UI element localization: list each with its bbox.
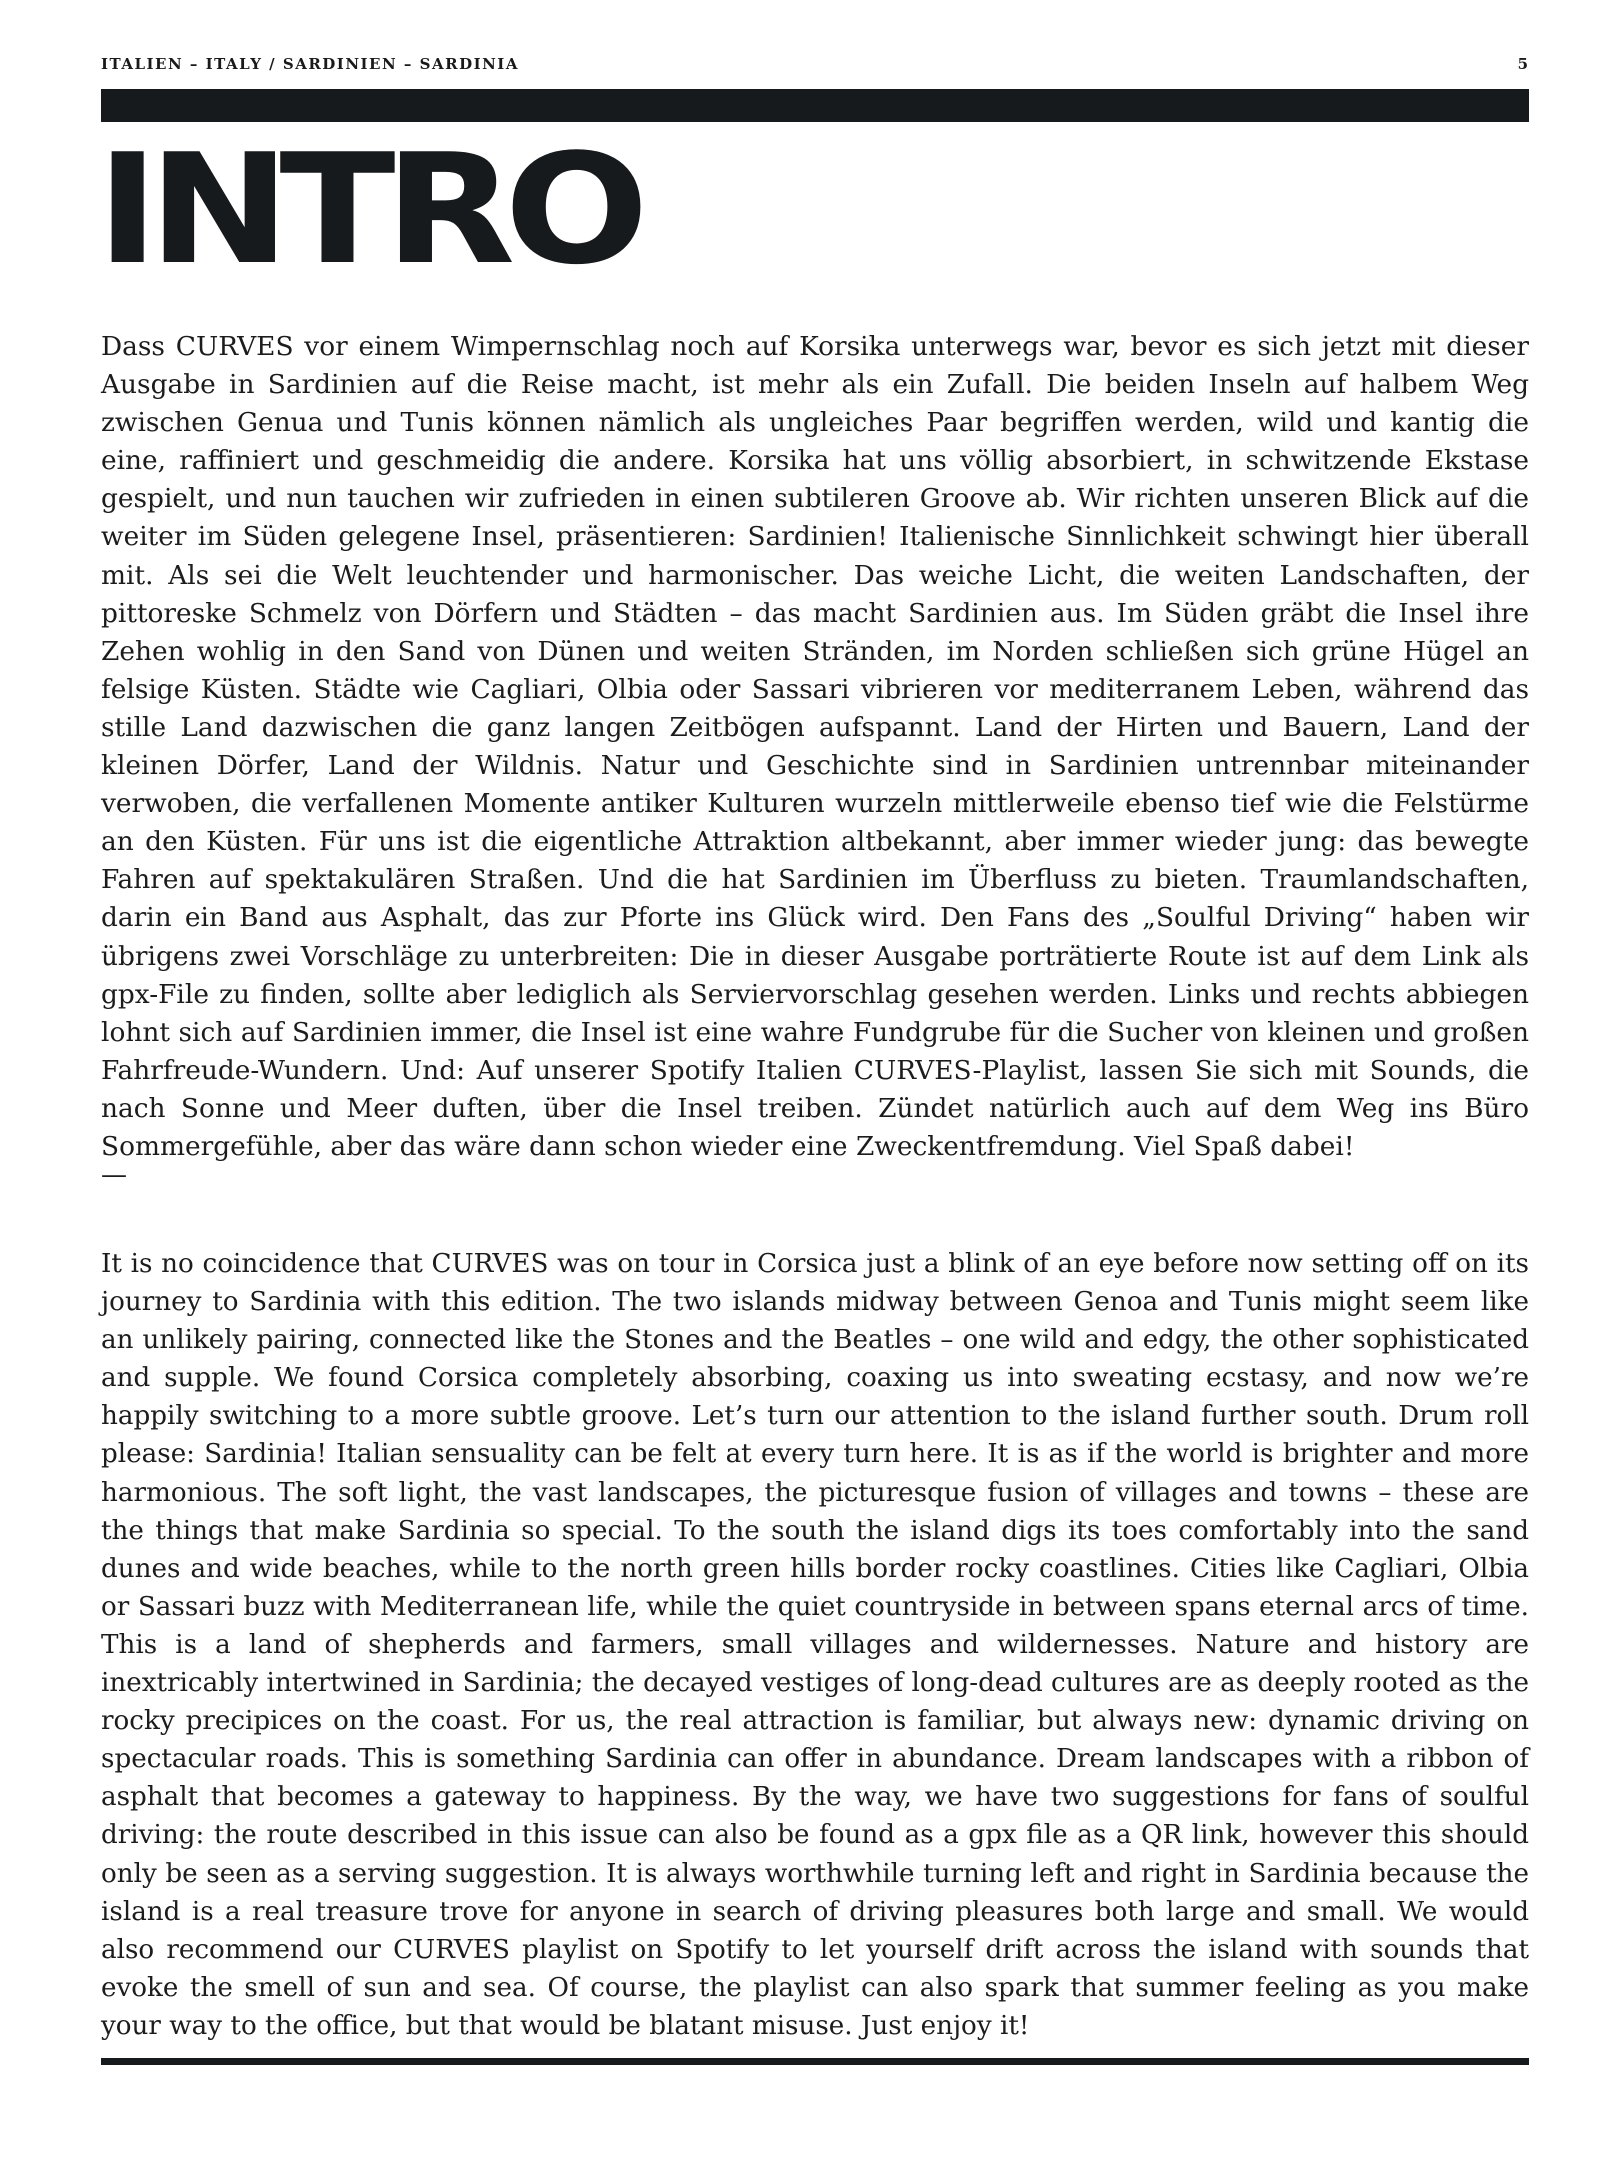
header-bar bbox=[101, 89, 1529, 122]
english-body-text: It is no coincidence that CURVES was on tour in Corsica just a blink of an eye before now setting off on its journey to Sardinia with this edition. The two islands midway between Genoa and Tunis might seem like an unlikely pairing, connected like the Stones and the Beatles – one wild and edgy, the other sophisticated and supple. We found Corsica completely absorbing, coaxing us into sweating ecstasy, and now we’re happily switching to a more subtle groove. Let’s turn our attention to the island further south. Drum roll please: Sardinia! Italian sensuality can be felt at every turn here. It is as if the world is brighter and more harmonious. The soft light, the vast landscapes, the picturesque fusion of villages and towns – these are the things that make Sardinia so special. To the south the island digs its toes comfortably into the sand dunes and wide beaches, while to the north green hills border rocky coastlines. Cities like Cagliari, Olbia or Sassari buzz with Mediterranean life, while the quiet countryside in between spans eternal arcs of time. This is a land of shepherds and farmers, small villages and wildernesses. Nature and history are inextricably intertwined in Sardinia; the decayed vestiges of long-dead cultures are as deeply rooted as the rocky precipices on the coast. For us, the real attraction is familiar, but always new: dynamic driving on spectacular roads. This is something Sardinia can offer in abundance. Dream landscapes with a ribbon of asphalt that becomes a gateway to happiness. By the way, we have two suggestions for fans of soulful driving: the route described in this issue can also be found as a gpx file as a QR link, however this should only be seen as a serving suggestion. It is always worthwhile turning left and right in Sardinia because the island is a real treasure trove for anyone in search of driving pleasures both large and small. We would also recommend our CURVES playlist on Spotify to let yourself drift across the island with sounds that evoke the smell of sun and sea. Of course, the playlist can also spark that summer feeling as you make your way to the office, but that would be blatant misuse. Just enjoy it! bbox=[101, 1249, 1529, 2041]
german-body-text: Dass CURVES vor einem Wimpernschlag noch auf Korsika unterwegs war, bevor es sich jetzt mit dieser Ausgabe in Sardinien auf die Reise macht, ist mehr als ein Zufall. Die beiden Inseln auf halbem Weg zwischen Genua und Tunis können nämlich als ungleiches Paar begriffen werden, wild und kantig die eine, raffiniert und geschmeidig die andere. Korsika hat uns völlig absorbiert, in schwitzende Ekstase gespielt, und nun tauchen wir zufrieden in einen subtileren Groove ab. Wir richten unseren Blick auf die weiter im Süden gelegene Insel, präsentieren: Sardinien! Italienische Sinnlichkeit schwingt hier überall mit. Als sei die Welt leuchtender und harmonischer. Das weiche Licht, die weiten Landschaften, der pittoreske Schmelz von Dörfern und Städten – das macht Sardinien aus. Im Süden gräbt die Insel ihre Zehen wohlig in den Sand von Dünen und weiten Stränden, im Norden schließen sich grüne Hügel an felsige Küsten. Städte wie Cagliari, Olbia oder Sassari vibrieren vor mediterranem Leben, während das stille Land dazwischen die ganz langen Zeitbögen aufspannt. Land der Hirten und Bauern, Land der kleinen Dörfer, Land der Wildnis. Natur und Geschichte sind in Sardinien untrennbar miteinander verwoben, die verfallenen Momente antiker Kulturen wurzeln mittlerweile ebenso tief wie die Felstürme an den Küsten. Für uns ist die eigentliche Attraktion altbekannt, aber immer wieder jung: das bewegte Fahren auf spektakulären Straßen. Und die hat Sardinien im Überfluss zu bieten. Traumlandschaften, darin ein Band aus Asphalt, das zur Pforte ins Glück wird. Den Fans des „Soulful Driving“ haben wir übrigens zwei Vorschläge zu unterbreiten: Die in dieser Ausgabe porträtierte Route ist auf dem Link als gpx-File zu finden, sollte aber lediglich als Serviervorschlag gesehen werden. Links und rechts abbiegen lohnt sich auf Sardinien immer, die Insel ist eine wahre Fundgrube für die Sucher von kleinen und großen Fahrfreude-Wundern. Und: Auf unserer Spotify Italien CURVES-Playlist, lassen Sie sich mit Sounds, die nach Sonne und Meer duften, über die Insel treiben. Zündet natürlich auch auf dem Weg ins Büro Sommergefühle, aber das wäre dann schon wieder eine Zweckentfremdung. Viel Spaß dabei! bbox=[101, 331, 1529, 1162]
footer-rule bbox=[101, 2058, 1529, 2065]
running-head: ITALIEN – ITALY / SARDINIEN – SARDINIA bbox=[101, 55, 519, 73]
page-title: INTRO bbox=[96, 121, 638, 298]
language-separator: — bbox=[101, 1160, 127, 1190]
page-number: 5 bbox=[1517, 55, 1528, 73]
